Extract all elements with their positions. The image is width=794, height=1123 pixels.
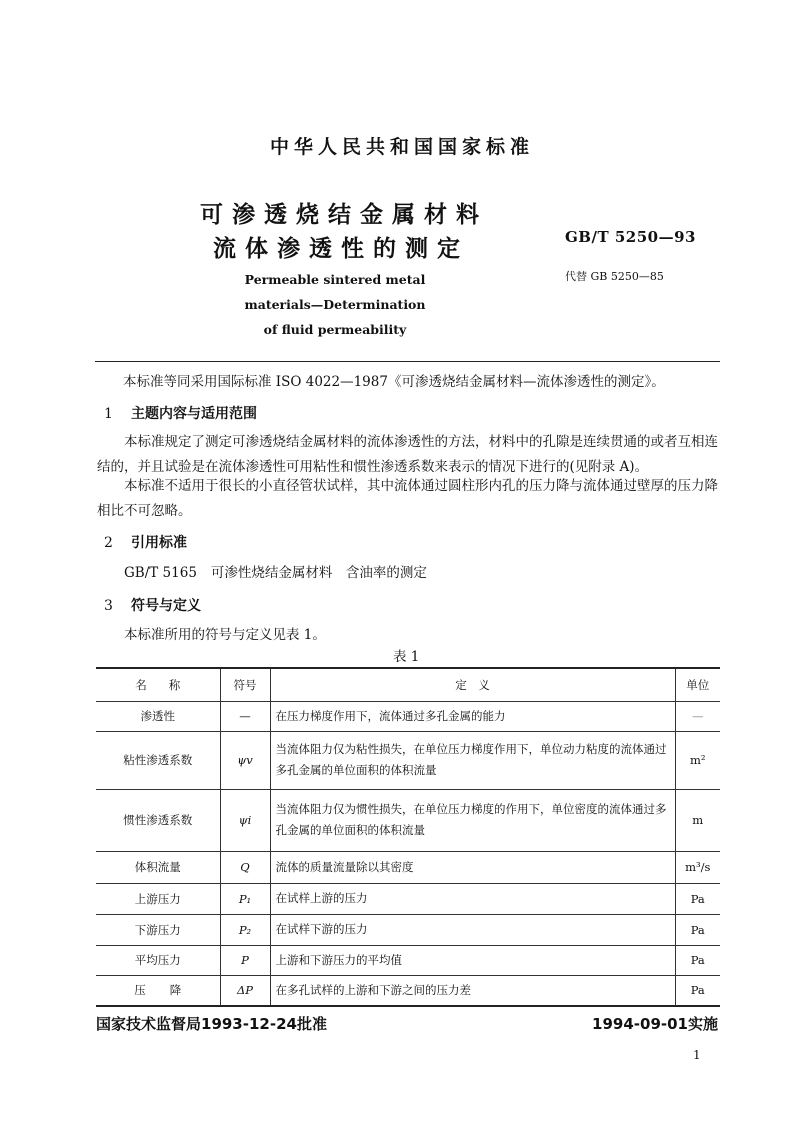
row-definition: 上游和下游压力的平均值 — [270, 945, 675, 975]
section-1-paragraph-2: 本标准不适用于很长的小直径管状试样，其中流体通过圆柱形内孔的压力降与流体通过壁厚的压力降相比不可忽略。 — [97, 478, 718, 519]
table-caption: 表 1 — [393, 649, 420, 665]
intro-paragraph: 本标准等同采用国际标准 ISO 4022—1987《可渗透烧结金属材料—流体渗透性的测定》。 — [123, 374, 665, 390]
section-1-heading — [104, 403, 257, 423]
row-definition: 流体的质量流量除以其密度 — [270, 851, 675, 883]
row-definition: 在试样下游的压力 — [270, 914, 675, 945]
row-definition: 在压力梯度作用下，流体通过多孔金属的能力 — [270, 701, 675, 731]
row-unit: Pa — [675, 883, 720, 914]
row-definition: 当流体阻力仅为粘性损失，在单位压力梯度作用下，单位动力粘度的流体通过多孔金属的单位面积的体积流量 — [270, 731, 675, 789]
section-2-title: 引用标准 — [131, 535, 187, 551]
section-2-number: 2 — [104, 535, 113, 551]
title-line-1: 可渗透烧结金属材料 — [200, 202, 488, 228]
section-2-heading — [104, 532, 187, 552]
row-name: 惯性渗透系数 — [96, 789, 220, 851]
table-header-row — [96, 668, 720, 701]
table-row — [96, 914, 720, 945]
header-name: 名称 — [96, 668, 220, 701]
row-symbol: P₂ — [220, 914, 270, 945]
row-name: 粘性渗透系数 — [96, 731, 220, 789]
section-1-paragraph-1: 本标准规定了测定可渗透烧结金属材料的流体渗透性的方法，材料中的孔隙是连续贯通的或者互相连结的，并且试验是在流体渗透性可用粘性和惯性渗透系数来表示的情况下进行的(见附录 A)。 — [97, 434, 718, 475]
row-definition: 在多孔试样的上游和下游之间的压力差 — [270, 975, 675, 1006]
row-name: 平均压力 — [96, 945, 220, 975]
section-3-heading — [104, 595, 201, 615]
section-1-number: 1 — [104, 406, 113, 422]
row-unit: m² — [675, 731, 720, 789]
section-3-number: 3 — [104, 598, 113, 614]
row-symbol: P — [220, 945, 270, 975]
row-symbol: P₁ — [220, 883, 270, 914]
header-divider — [95, 361, 720, 362]
symbols-definitions-table — [96, 667, 720, 1007]
english-title-line-1: Permeable sintered metal — [244, 272, 426, 287]
table-row — [96, 701, 720, 731]
table-row — [96, 851, 720, 883]
row-unit: m — [675, 789, 720, 851]
row-symbol: Q — [220, 851, 270, 883]
row-symbol: ΔP — [220, 975, 270, 1006]
row-unit: Pa — [675, 945, 720, 975]
row-name: 下游压力 — [96, 914, 220, 945]
reference-code: GB/T 5165 — [124, 565, 197, 581]
english-title — [0, 267, 670, 342]
table-row — [96, 883, 720, 914]
replaces-standard: 代替 GB 5250—85 — [565, 270, 664, 283]
national-standard-heading: 中华人民共和国国家标准 — [269, 136, 534, 158]
row-symbol: ψv — [220, 731, 270, 789]
section-1-title: 主题内容与适用范围 — [131, 406, 257, 422]
table-row — [96, 789, 720, 851]
reference-title: 可渗性烧结金属材料 含油率的测定 — [210, 565, 427, 581]
section-3-paragraph: 本标准所用的符号与定义见表 1。 — [124, 627, 326, 643]
row-name: 体积流量 — [96, 851, 220, 883]
section-2-reference — [124, 561, 427, 586]
table-row — [96, 945, 720, 975]
effective-date: 1994-09-01实施 — [592, 1015, 718, 1033]
english-title-line-3: of fluid permeability — [263, 322, 407, 337]
row-symbol: — — [220, 701, 270, 731]
row-unit: — — [675, 701, 720, 731]
standard-code: GB/T 5250—93 — [565, 228, 696, 246]
title-line-2: 流体渗透性的测定 — [213, 236, 469, 262]
header-symbol: 符号 — [220, 668, 270, 701]
table-row — [96, 975, 720, 1006]
page-number: 1 — [693, 1048, 701, 1062]
row-name: 压降 — [96, 975, 220, 1006]
approval-date: 国家技术监督局1993-12-24批准 — [96, 1015, 327, 1033]
english-title-line-2: materials—Determination — [244, 297, 426, 312]
header-definition: 定 义 — [270, 668, 675, 701]
row-symbol: ψi — [220, 789, 270, 851]
row-definition: 当流体阻力仅为惯性损失，在单位压力梯度的作用下，单位密度的流体通过多孔金属的单位面积的体积流量 — [270, 789, 675, 851]
row-unit: Pa — [675, 914, 720, 945]
table-row — [96, 731, 720, 789]
row-definition: 在试样上游的压力 — [270, 883, 675, 914]
row-unit: Pa — [675, 975, 720, 1006]
section-3-title: 符号与定义 — [131, 598, 201, 614]
row-name: 渗透性 — [96, 701, 220, 731]
header-unit: 单位 — [675, 668, 720, 701]
row-name: 上游压力 — [96, 883, 220, 914]
row-unit: m³/s — [675, 851, 720, 883]
